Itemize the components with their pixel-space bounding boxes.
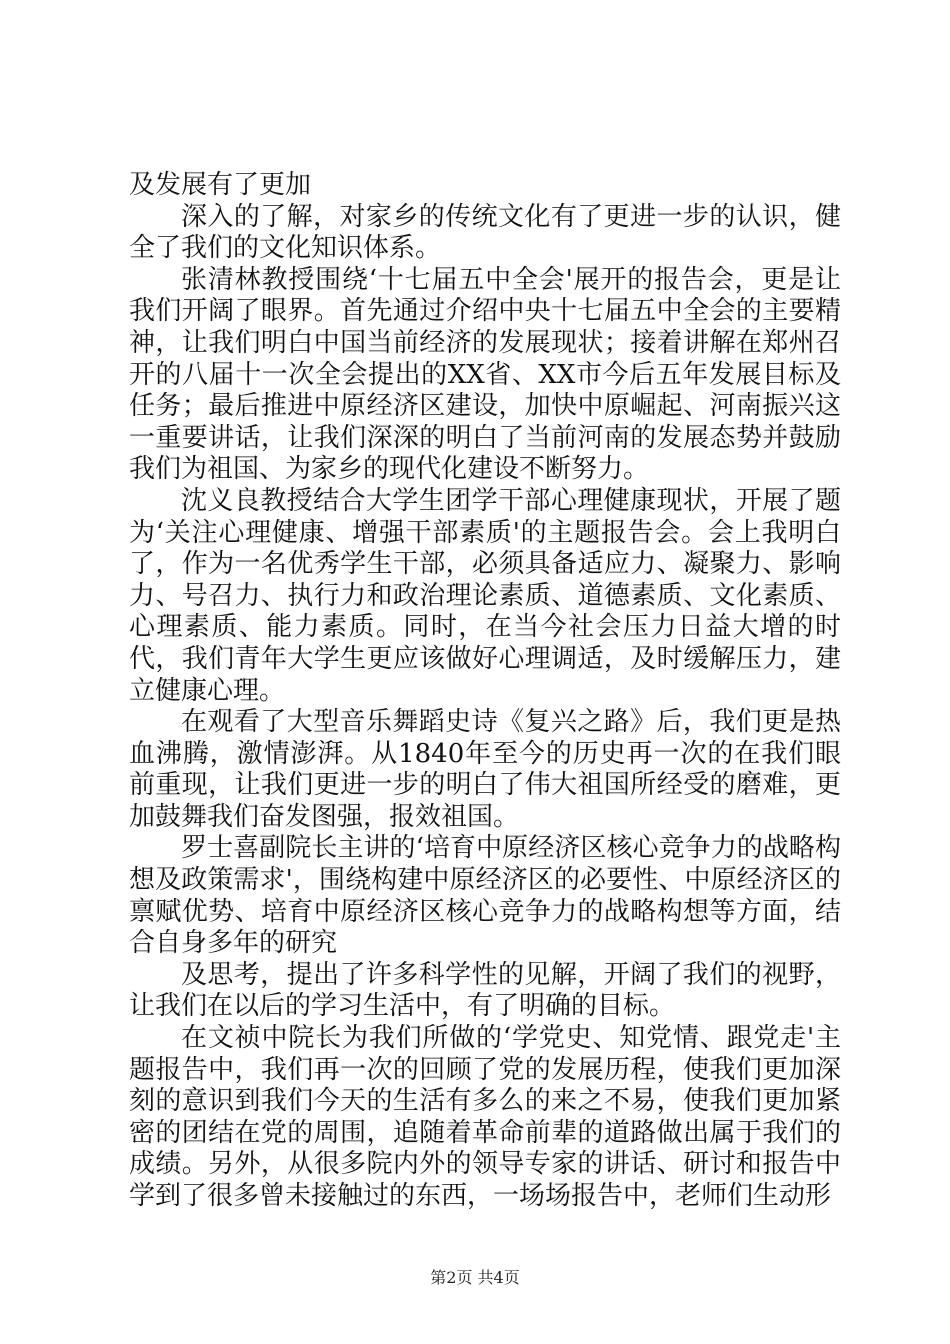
paragraph-4: 沈义良教授结合大学生团学干部心理健康现状，开展了题为‘关注心理健康、增强干部素质'的主题报告会。会上我明白了，作为一名优秀学生干部，必须具备适应力、凝聚力、影响力、号召力、执行力和政治理论素质、道德素质、文化素质、心理素质、能力素质。同时，在当今社会压力日益大增的时代，我们青年大学生更应该做好心理调适，及时缓解压力，建立健康心理。 [129, 485, 841, 706]
page-number-label: 第2页 共4页 [430, 1268, 520, 1287]
paragraph-1: 及发展有了更加 [129, 170, 312, 200]
paragraph-3: 张清林教授围绕‘十七届五中全会'展开的报告会，更是让我们开阔了眼界。首先通过介绍中央十七届五中全会的主要精神，让我们明白中国当前经济的发展现状；接着讲解在郑州召开的八届十一次全会提出的XX省、XX市今后五年发展目标及任务；最后推进中原经济区建设，加快中原崛起、河南振兴这一重要讲话，让我们深深的明白了当前河南的发展态势并鼓励我们为祖国、为家乡的现代化建设不断努力。 [129, 264, 841, 485]
paragraph-8: 在文祯中院长为我们所做的‘学党史、知党情、跟党走'主题报告中，我们再一次的回顾了党的发展历程，使我们更加深刻的意识到我们今天的生活有多么的来之不易，使我们更加紧密的团结在党的周围，追随着革命前辈的道路做出属于我们的成绩。另外，从很多院内外的领导专家的讲话、研讨和报告中学到了很多曾未接触过的东西，一场场报告中，老师们生动形 [129, 1023, 841, 1211]
page-footer [0, 1268, 950, 1288]
paragraph-2: 深入的了解，对家乡的传统文化有了更进一步的认识，健全了我们的文化知识体系。 [129, 201, 841, 264]
paragraph-5: 在观看了大型音乐舞蹈史诗《复兴之路》后，我们更是热血沸腾，激情澎湃。从1840年至今的历史再一次的在我们眼前重现，让我们更进一步的明白了伟大祖国所经受的磨难，更加鼓舞我们奋发图强，报效祖国。 [129, 707, 841, 832]
paragraph-6: 罗士喜副院长主讲的‘培育中原经济区核心竞争力的战略构想及政策需求'，围绕构建中原经济区的必要性、中原经济区的禀赋优势、培育中原经济区核心竞争力的战略构想等方面，结合自身多年的研究 [129, 833, 841, 959]
document-body [129, 170, 841, 1213]
paragraph-7: 及思考，提出了许多科学性的见解，开阔了我们的视野，让我们在以后的学习生活中，有了明确的目标。 [129, 959, 841, 1022]
